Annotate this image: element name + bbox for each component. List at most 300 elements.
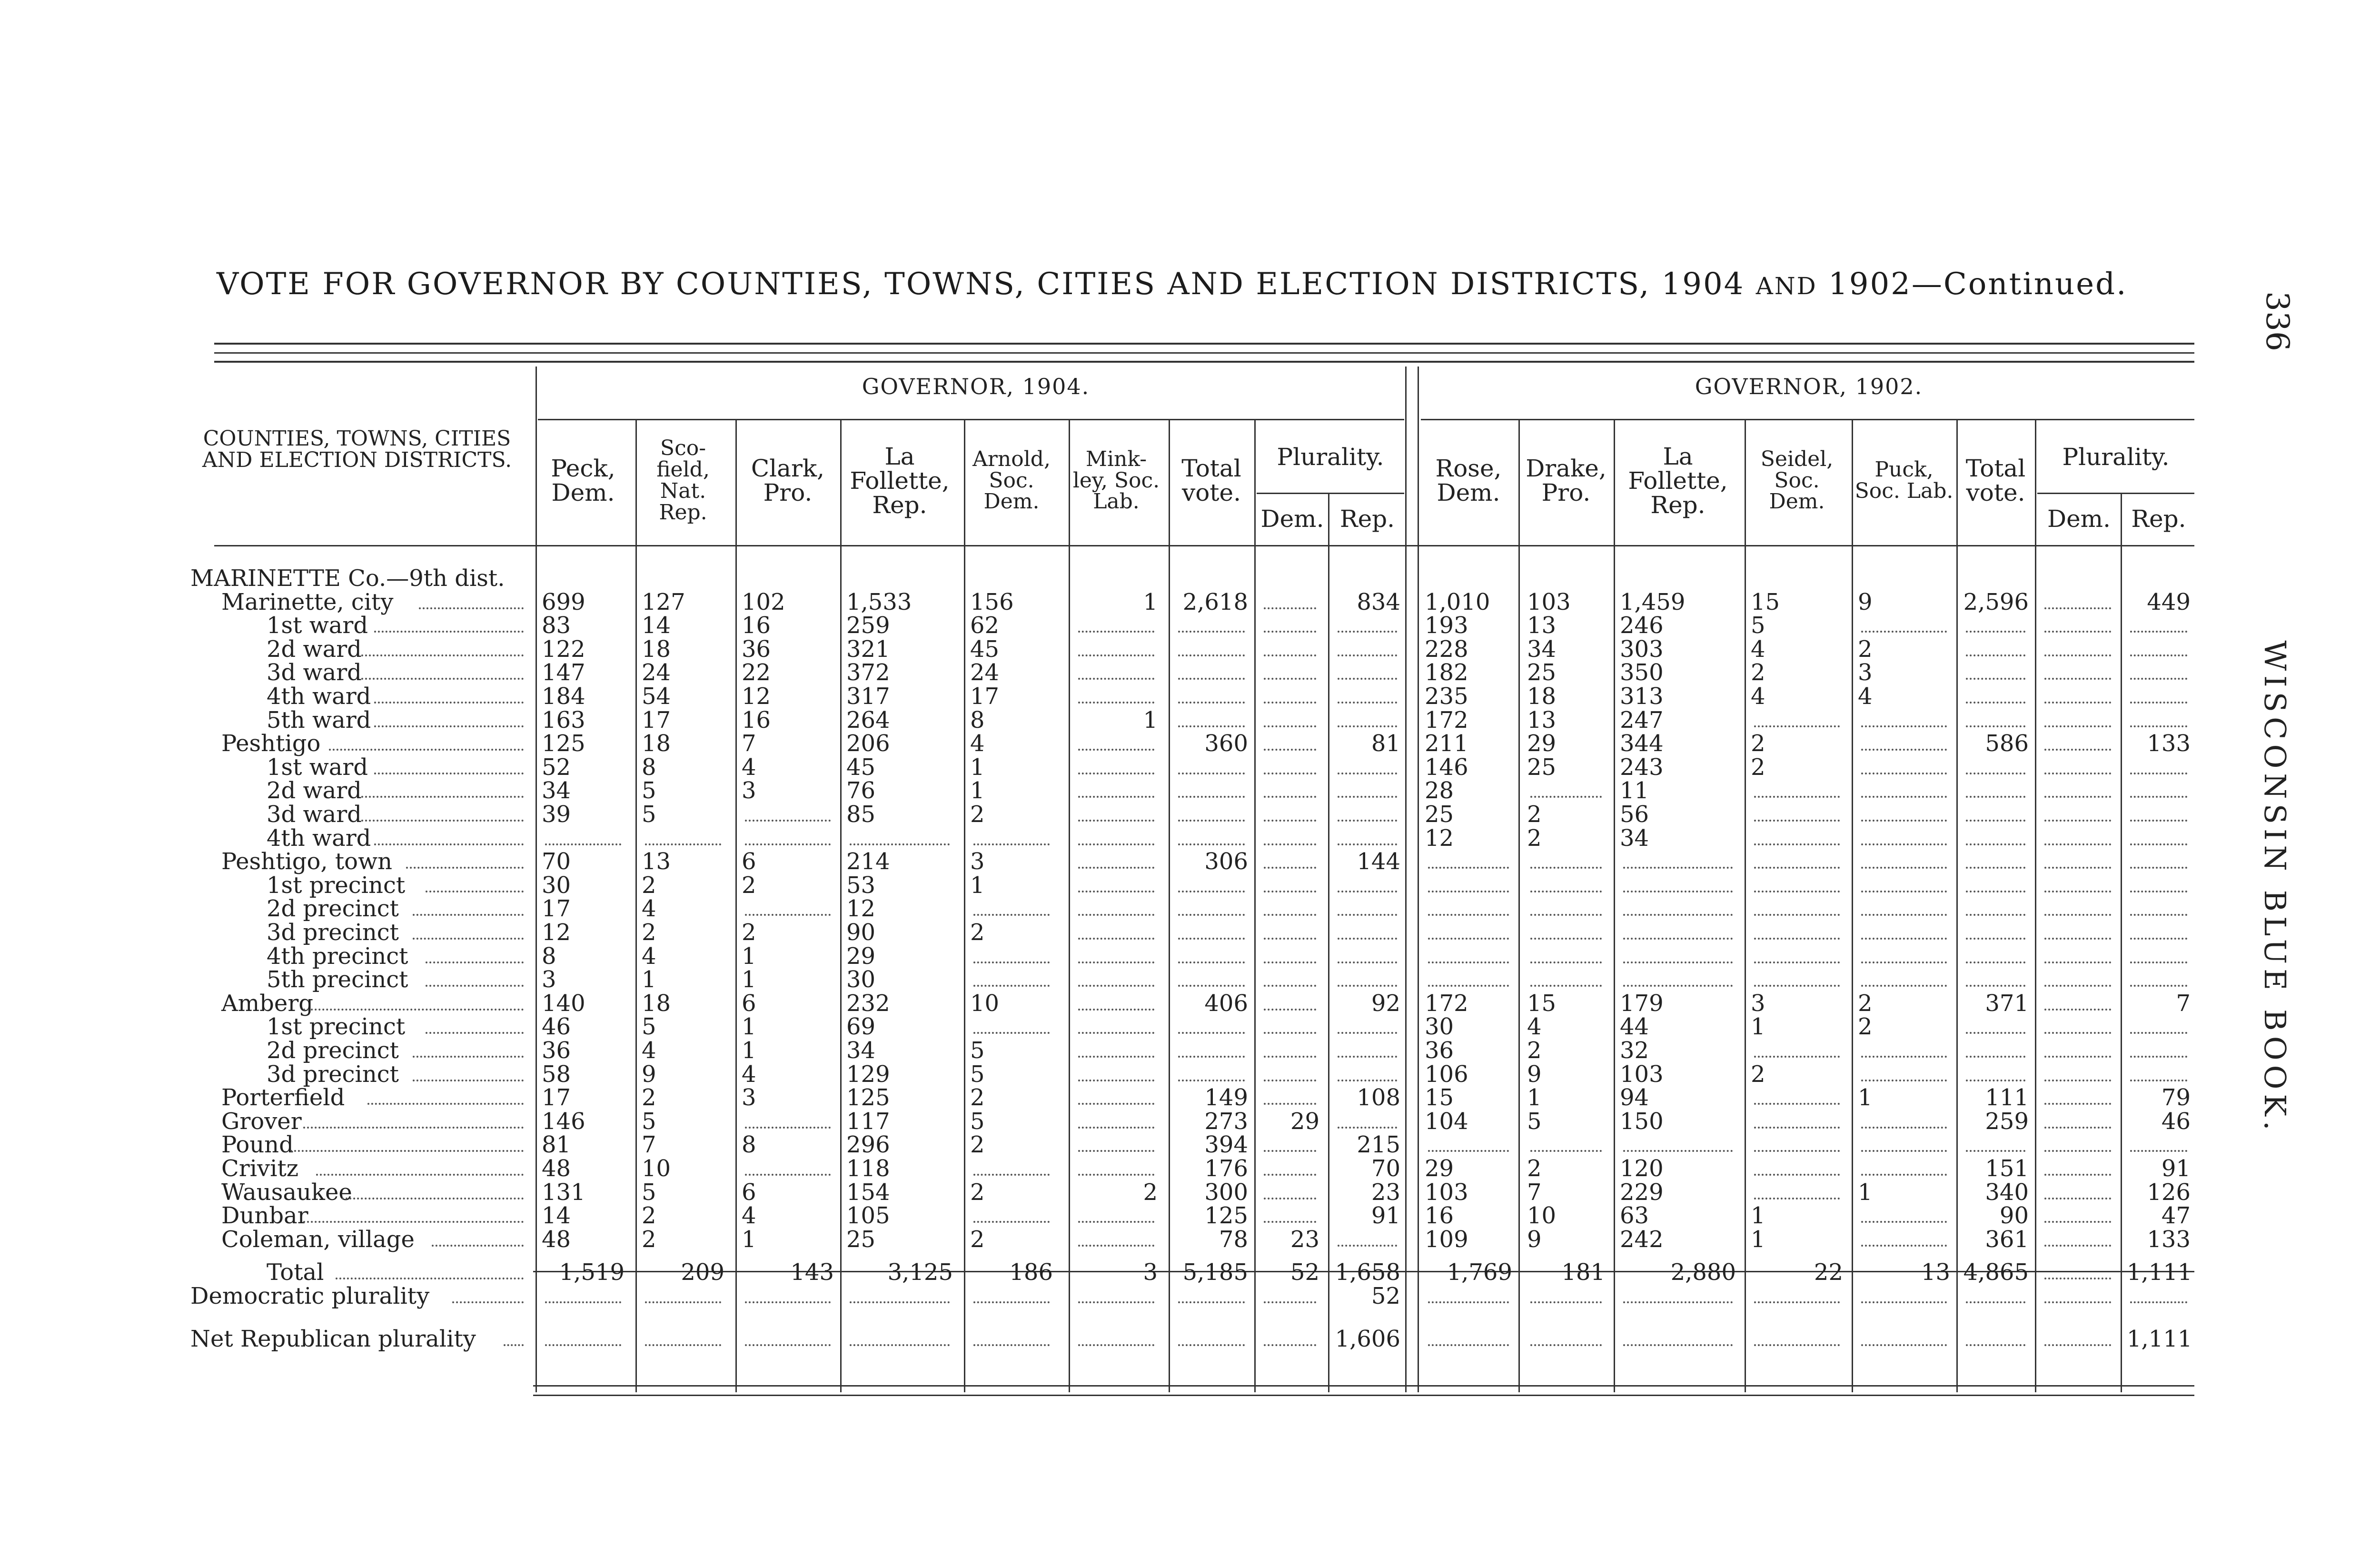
table-cell: 6 — [742, 990, 756, 1017]
row-label: 5th precinct — [267, 966, 408, 993]
leader-dots — [413, 938, 524, 940]
table-cell: 29 — [1290, 1108, 1319, 1135]
leader-dots — [1623, 1301, 1733, 1303]
leader-dots — [2044, 1344, 2111, 1346]
leader-dots — [1264, 1009, 1316, 1011]
leader-dots — [1861, 891, 1947, 892]
leader-dots — [1861, 1344, 1947, 1346]
table-cell: 8 — [742, 1131, 756, 1159]
table-cell: 406 — [1204, 990, 1248, 1017]
leader-dots — [1078, 1009, 1154, 1011]
table-cell: 2 — [1751, 659, 1765, 686]
leader-dots — [1428, 891, 1509, 892]
table-cell: 156 — [970, 588, 1014, 615]
leader-dots — [973, 843, 1050, 845]
leader-dots — [973, 1032, 1050, 1034]
table-cell: 5 — [1527, 1108, 1542, 1135]
table-cell: 17 — [542, 1084, 571, 1111]
table-cell: 5 — [970, 1037, 985, 1064]
column-rule — [1518, 419, 1520, 1392]
table-cell: 17 — [642, 706, 671, 733]
table-cell: 76 — [846, 777, 876, 804]
leader-dots — [316, 1174, 524, 1176]
table-cell: 2 — [742, 872, 756, 899]
row-label: Democratic plurality — [190, 1283, 430, 1309]
table-cell: 32 — [1620, 1037, 1649, 1064]
table-cell: 360 — [1204, 730, 1248, 757]
row-label: 5th ward — [267, 706, 371, 733]
leader-dots — [1861, 1056, 1947, 1058]
leader-dots — [1178, 702, 1245, 704]
table-cell: 2 — [1751, 753, 1765, 781]
table-cell: 34 — [1527, 635, 1557, 663]
table-cell: 25 — [1527, 659, 1557, 686]
table-cell: 18 — [642, 990, 671, 1017]
table-cell: 29 — [1527, 730, 1557, 757]
leader-dots — [1078, 820, 1154, 822]
leader-dots — [1861, 914, 1947, 916]
leader-dots — [2044, 1032, 2111, 1034]
row-label: Pound — [221, 1131, 294, 1159]
leader-dots — [1966, 820, 2025, 822]
table-cell: 7 — [742, 730, 756, 757]
table-cell: 246 — [1620, 612, 1664, 639]
leader-dots — [1178, 773, 1245, 774]
leader-dots — [1966, 1080, 2025, 1081]
table-cell: 5,185 — [1182, 1259, 1248, 1286]
col-header-puck: Puck, Soc. Lab. — [1854, 457, 1954, 503]
table-cell: 5 — [1751, 612, 1765, 639]
leader-dots — [1754, 796, 1840, 798]
table-cell: 22 — [1814, 1259, 1843, 1286]
leader-dots — [1338, 725, 1397, 727]
table-cell: 24 — [642, 659, 671, 686]
leader-dots — [1178, 843, 1245, 845]
table-cell: 126 — [2147, 1179, 2191, 1206]
table-cell: 104 — [1425, 1108, 1468, 1135]
row-label: 1st precinct — [267, 872, 406, 899]
table-cell: 133 — [2147, 1226, 2191, 1253]
leader-dots — [2044, 1278, 2111, 1279]
table-cell: 46 — [2161, 1108, 2191, 1135]
leader-dots — [1966, 914, 2025, 916]
table-cell: 4 — [642, 942, 656, 970]
leader-dots — [973, 1301, 1050, 1303]
col-header-clark: Clark, Pro. — [751, 455, 825, 506]
table-cell: 242 — [1620, 1226, 1664, 1253]
leader-dots — [2130, 1301, 2187, 1303]
leader-dots — [1264, 678, 1316, 680]
leader-dots — [1264, 725, 1316, 727]
leader-dots — [1623, 938, 1733, 940]
leader-dots — [1078, 1301, 1154, 1303]
leader-dots — [406, 867, 524, 869]
table-cell: 125 — [846, 1084, 890, 1111]
table-cell: 45 — [846, 753, 876, 781]
leader-dots — [545, 843, 621, 845]
table-cell: 2 — [1751, 730, 1765, 757]
leader-dots — [2130, 1032, 2187, 1034]
table-cell: 184 — [542, 683, 585, 710]
table-cell: 5 — [970, 1060, 985, 1088]
table-cell: 176 — [1204, 1155, 1248, 1182]
leader-dots — [745, 820, 831, 822]
table-cell: 235 — [1425, 683, 1468, 710]
table-cell: 6 — [742, 848, 756, 875]
table-cell: 1,606 — [1335, 1325, 1400, 1352]
row-label: 2d precinct — [267, 895, 399, 922]
leader-dots — [645, 843, 721, 845]
table-cell: 5 — [642, 777, 656, 804]
leader-dots — [1861, 1301, 1947, 1303]
column-rule — [2121, 493, 2122, 1392]
rule-group-1904 — [538, 419, 1404, 420]
table-cell: 229 — [1620, 1179, 1664, 1206]
leader-dots — [1861, 631, 1947, 633]
table-cell: 834 — [1357, 588, 1400, 615]
page-number: 336 — [2259, 291, 2296, 351]
running-head: WISCONSIN BLUE BOOK. — [2258, 640, 2293, 1135]
table-cell: 52 — [1371, 1283, 1400, 1309]
leader-dots — [2044, 1056, 2111, 1058]
leader-dots — [745, 914, 831, 916]
leader-dots — [1338, 843, 1397, 845]
table-cell: 4 — [1751, 683, 1765, 710]
leader-dots — [374, 843, 524, 845]
leader-dots — [1338, 1127, 1397, 1129]
table-cell: 4 — [1527, 1013, 1542, 1041]
table-cell: 1,658 — [1335, 1259, 1400, 1286]
leader-dots — [1966, 1056, 2025, 1058]
leader-dots — [1178, 820, 1245, 822]
table-cell: 81 — [1371, 730, 1400, 757]
table-cell: 24 — [970, 659, 1000, 686]
leader-dots — [2044, 843, 2111, 845]
leader-dots — [1754, 1301, 1840, 1303]
table-cell: 449 — [2147, 588, 2191, 615]
leader-dots — [1966, 796, 2025, 798]
table-cell: 264 — [846, 706, 890, 733]
table-cell: 300 — [1204, 1179, 1248, 1206]
col-header-minkley: Mink- ley, Soc. Lab. — [1072, 446, 1160, 514]
table-cell: 3 — [742, 777, 756, 804]
table-cell: 4 — [742, 1202, 756, 1229]
table-cell: 48 — [542, 1226, 571, 1253]
table-cell: 44 — [1620, 1013, 1649, 1041]
table-cell: 1 — [1751, 1226, 1765, 1253]
leader-dots — [1530, 796, 1602, 798]
leader-dots — [1530, 1344, 1602, 1346]
table-cell: 5 — [642, 801, 656, 828]
table-cell: 1 — [742, 1226, 756, 1253]
table-cell: 150 — [1620, 1108, 1664, 1135]
table-cell: 2 — [1858, 990, 1873, 1017]
table-cell: 247 — [1620, 706, 1664, 733]
leader-dots — [1966, 985, 2025, 987]
table-cell: 2,596 — [1963, 588, 2029, 615]
rule-header-bottom — [214, 545, 2194, 546]
table-cell: 62 — [970, 612, 1000, 639]
table-cell: 90 — [846, 919, 876, 946]
leader-dots — [1338, 938, 1397, 940]
table-cell: 118 — [846, 1155, 890, 1182]
table-cell: 18 — [642, 635, 671, 663]
leader-dots — [1754, 1056, 1840, 1058]
leader-dots — [1264, 891, 1316, 892]
row-label: 4th ward — [267, 824, 371, 852]
table-cell: 30 — [542, 872, 571, 899]
leader-dots — [2044, 867, 2111, 869]
leader-dots — [1623, 985, 1733, 987]
leader-dots — [1264, 796, 1316, 798]
leader-dots — [1966, 702, 2025, 704]
leader-dots — [1861, 1150, 1947, 1152]
table-cell: 83 — [542, 612, 571, 639]
leader-dots — [1078, 749, 1154, 751]
table-cell: 34 — [542, 777, 571, 804]
leader-dots — [973, 985, 1050, 987]
leader-dots — [745, 1174, 831, 1176]
leader-dots — [1861, 820, 1947, 822]
table-cell: 3 — [742, 1084, 756, 1111]
table-cell: 181 — [1561, 1259, 1605, 1286]
table-cell: 15 — [1751, 588, 1780, 615]
row-label: Porterfield — [221, 1084, 345, 1111]
leader-dots — [1078, 961, 1154, 963]
leader-dots — [2044, 1150, 2111, 1152]
leader-dots — [374, 631, 524, 633]
leader-dots — [1966, 1301, 2025, 1303]
leader-dots — [2130, 1150, 2187, 1152]
leader-dots — [1754, 1127, 1840, 1129]
table-cell: 12 — [1425, 824, 1454, 852]
leader-dots — [1623, 891, 1733, 892]
table-cell: 172 — [1425, 706, 1468, 733]
column-rule — [1169, 419, 1170, 1392]
leader-dots — [2044, 796, 2111, 798]
leader-dots — [1264, 773, 1316, 774]
table-cell: 58 — [542, 1060, 571, 1088]
col-header-total-vote-1902: Total vote. — [1965, 455, 2026, 506]
table-cell: 52 — [1290, 1259, 1319, 1286]
leader-dots — [1428, 1344, 1509, 1346]
table-cell: 78 — [1219, 1226, 1248, 1253]
table-cell: 1 — [742, 1013, 756, 1041]
column-rule — [1614, 419, 1615, 1392]
leader-dots — [1530, 1301, 1602, 1303]
leader-dots — [1754, 961, 1840, 963]
leader-dots — [2044, 1127, 2111, 1129]
leader-dots — [1754, 985, 1840, 987]
table-cell: 23 — [1371, 1179, 1400, 1206]
table-cell: 4,865 — [1963, 1259, 2029, 1286]
table-cell: 1 — [970, 777, 985, 804]
leader-dots — [1754, 1150, 1840, 1152]
leader-dots — [361, 820, 524, 822]
leader-dots — [2130, 1056, 2187, 1058]
col-header-plurality-1902: Plurality. — [2062, 443, 2170, 471]
table-cell: 1 — [1527, 1084, 1542, 1111]
row-label: Marinette, city — [221, 588, 394, 615]
leader-dots — [1264, 1103, 1316, 1105]
leader-dots — [2044, 654, 2111, 656]
leader-dots — [1861, 1245, 1947, 1247]
table-cell: 228 — [1425, 635, 1468, 663]
table-cell: 133 — [2147, 730, 2191, 757]
table-cell: 91 — [1371, 1202, 1400, 1229]
table-cell: 16 — [1425, 1202, 1454, 1229]
table-cell: 1 — [1751, 1202, 1765, 1229]
table-cell: 2 — [970, 919, 985, 946]
table-cell: 2 — [1143, 1179, 1158, 1206]
leader-dots — [1178, 1080, 1245, 1081]
leader-dots — [1861, 1221, 1947, 1223]
leader-dots — [1623, 914, 1733, 916]
leader-dots — [1078, 1174, 1154, 1176]
table-cell: 4 — [970, 730, 985, 757]
leader-dots — [329, 749, 524, 751]
table-cell: 103 — [1620, 1060, 1664, 1088]
row-label: Wausaukee — [221, 1179, 352, 1206]
table-cell: 2 — [970, 1226, 985, 1253]
leader-dots — [1966, 867, 2025, 869]
leader-dots — [1754, 843, 1840, 845]
row-label: 2d ward — [267, 635, 362, 663]
table-cell: 34 — [846, 1037, 876, 1064]
leader-dots — [2130, 654, 2187, 656]
leader-dots — [1966, 961, 2025, 963]
row-label: 1st ward — [267, 753, 368, 781]
column-rule — [1069, 419, 1070, 1392]
table-cell: 47 — [2161, 1202, 2191, 1229]
leader-dots — [1078, 1032, 1154, 1034]
table-cell: 125 — [542, 730, 585, 757]
leader-dots — [303, 1221, 524, 1223]
leader-dots — [1861, 1127, 1947, 1129]
leader-dots — [745, 843, 831, 845]
table-cell: 149 — [1204, 1084, 1248, 1111]
table-cell: 1,010 — [1425, 588, 1490, 615]
leader-dots — [1428, 938, 1509, 940]
table-cell: 9 — [1527, 1060, 1542, 1088]
leader-dots — [1754, 1103, 1840, 1105]
leader-dots — [1178, 678, 1245, 680]
leader-dots — [1078, 773, 1154, 774]
leader-dots — [1178, 796, 1245, 798]
table-cell: 8 — [970, 706, 985, 733]
table-cell: 105 — [846, 1202, 890, 1229]
table-cell: 13 — [1527, 612, 1557, 639]
table-cell: 29 — [1425, 1155, 1454, 1182]
leader-dots — [1428, 961, 1509, 963]
table-cell: 371 — [1985, 990, 2029, 1017]
table-cell: 81 — [542, 1131, 571, 1159]
table-cell: 1,519 — [559, 1259, 625, 1286]
table-cell: 2 — [970, 1131, 985, 1159]
leader-dots — [973, 1344, 1050, 1346]
leader-dots — [1966, 654, 2025, 656]
leader-dots — [1861, 725, 1947, 727]
leader-dots — [2044, 678, 2111, 680]
table-cell: 163 — [542, 706, 585, 733]
table-cell: 2 — [642, 872, 656, 899]
column-rule — [964, 419, 965, 1392]
leader-dots — [2130, 914, 2187, 916]
rule-top-3 — [214, 361, 2194, 363]
leader-dots — [2130, 961, 2187, 963]
row-label: Coleman, village — [221, 1226, 415, 1253]
leader-dots — [1530, 914, 1602, 916]
leader-dots — [1338, 820, 1397, 822]
leader-dots — [2044, 607, 2111, 609]
col-header-arnold: Arnold, Soc. Dem. — [972, 446, 1051, 514]
leader-dots — [2044, 1009, 2111, 1011]
table-cell: 92 — [1371, 990, 1400, 1017]
leader-dots — [1264, 938, 1316, 940]
leader-dots — [2044, 773, 2111, 774]
table-cell: 94 — [1620, 1084, 1649, 1111]
leader-dots — [1264, 1221, 1316, 1223]
leader-dots — [1078, 1127, 1154, 1129]
leader-dots — [1078, 985, 1154, 987]
page-title: VOTE FOR GOVERNOR BY COUNTIES, TOWNS, CITIES AND ELECTION DISTRICTS, 1904 AND 1902—Continued. — [217, 267, 2128, 302]
table-cell: 48 — [542, 1155, 571, 1182]
leader-dots — [1966, 938, 2025, 940]
leader-dots — [1178, 914, 1245, 916]
table-cell: 18 — [642, 730, 671, 757]
table-cell: 303 — [1620, 635, 1664, 663]
leader-dots — [336, 1278, 524, 1279]
leader-dots — [973, 1174, 1050, 1176]
table-cell: 22 — [742, 659, 771, 686]
row-label: 4th precinct — [267, 942, 408, 970]
leader-dots — [1178, 938, 1245, 940]
group-header-1904: GOVERNOR, 1904. — [862, 374, 1090, 399]
leader-dots — [745, 1127, 831, 1129]
table-cell: 5 — [642, 1013, 656, 1041]
table-cell: 106 — [1425, 1060, 1468, 1088]
table-cell: 206 — [846, 730, 890, 757]
row-label: 3d ward — [267, 801, 362, 828]
table-cell: 306 — [1204, 848, 1248, 875]
leader-dots — [1966, 1150, 2025, 1152]
table-cell: 1,769 — [1447, 1259, 1512, 1286]
table-cell: 2 — [1527, 801, 1542, 828]
leader-dots — [1264, 1150, 1316, 1152]
column-rule — [635, 419, 637, 1392]
leader-dots — [1428, 914, 1509, 916]
leader-dots — [504, 1344, 524, 1346]
table-cell: 1 — [1858, 1084, 1873, 1111]
table-cell: 1,111 — [2127, 1325, 2192, 1352]
leader-dots — [1078, 1150, 1154, 1152]
leader-dots — [1754, 725, 1840, 727]
table-cell: 147 — [542, 659, 585, 686]
leader-dots — [1178, 961, 1245, 963]
leader-dots — [1264, 985, 1316, 987]
column-rule — [840, 419, 842, 1392]
leader-dots — [1861, 796, 1947, 798]
row-label: Grover — [221, 1108, 302, 1135]
leader-dots — [1530, 1150, 1602, 1152]
table-cell: 154 — [846, 1179, 890, 1206]
leader-dots — [2044, 1245, 2111, 1247]
table-cell: 179 — [1620, 990, 1664, 1017]
table-cell: 39 — [542, 801, 571, 828]
leader-dots — [1966, 725, 2025, 727]
col-header-total-vote-1904: Total vote. — [1181, 455, 1241, 506]
table-cell: 1,459 — [1620, 588, 1686, 615]
